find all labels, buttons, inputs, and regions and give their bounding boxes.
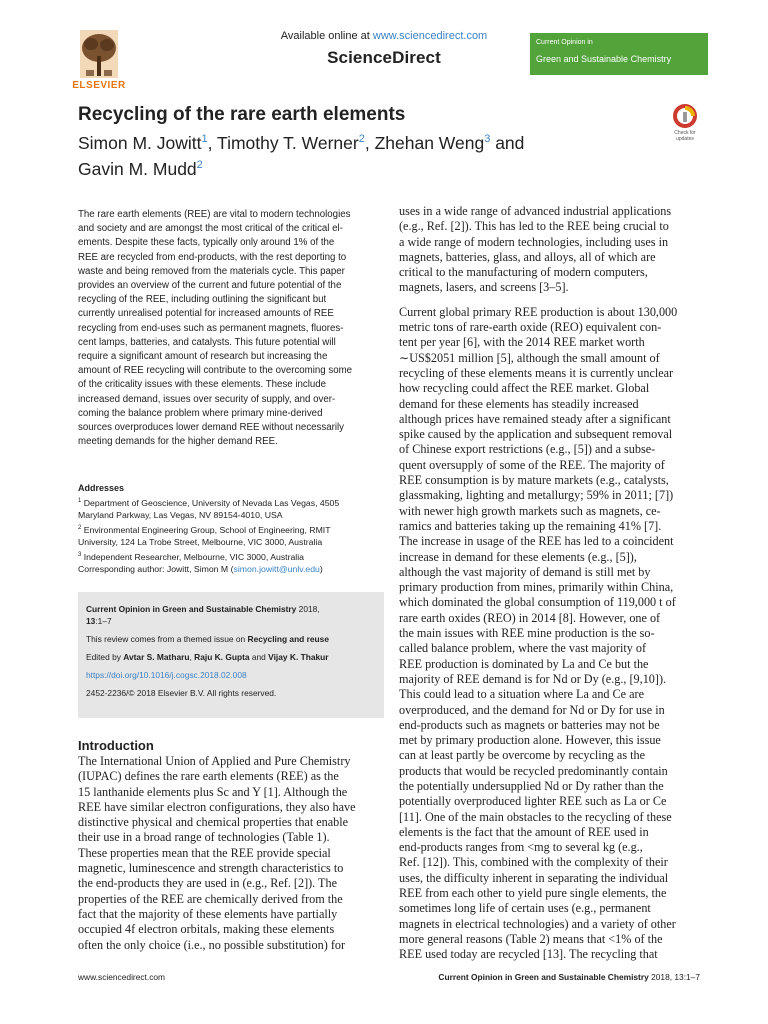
body-line: REE production is dominated by La and Ce but the [399,656,649,671]
body-line: elements is the fact that the amount of REE used in [399,824,649,839]
author-separator: , [207,132,218,153]
body-line: ramics and batteries taking up the remaining 41% [7]. [399,518,662,533]
address-number: 2 [78,524,82,531]
body-line: more general reasons (Table 2) means that <1% of the [399,931,663,946]
intro-line: 15 lanthanide elements plus Sc and Y [1]. Although the [78,784,348,799]
body-line: uses, the difficulty inherent in separating the individual [399,870,669,885]
author-separator: and [490,132,525,153]
body-line: recycling of these elements means it is currently unclear [399,365,674,380]
footer-journal: Current Opinion in Green and Sustainable Chemistry [438,972,649,982]
body-line: with newer high growth markets such as magnets, ce- [399,503,661,518]
abstract-line: provides an overview of the current and future potential of the [78,280,342,292]
abstract-line: increased demand, issues over security of supply, and over- [78,393,336,405]
body-line: Ref. [12]). This, combined with the complexity of their [399,855,668,870]
corresponding-close: ) [319,564,323,574]
intro-line: magnetic, luminescence and strength characteristics to [78,861,344,876]
address-line: Maryland Parkway, Las Vegas, NV 89154-4010, USA [78,510,283,521]
body-line: end-products such as magnets or batteries may not be [399,717,660,732]
body-line: demand for these elements has steadily increased [399,396,639,411]
body-line: glassmaking, lighting and metallurgy; 59% in 2011; [7]) [399,488,674,503]
body-line: spike caused by the application and subsequent removal [399,427,673,442]
article-title: Recycling of the rare earth elements [78,104,406,125]
journal-banner[interactable] [530,33,708,75]
body-line: critical to the manufacturing of modern computers, [399,265,648,280]
svg-text:Check for: Check for [674,130,696,136]
abstract-line: recycling of the REE, including outlining the significant but [78,294,327,306]
body-line: magnets, lasers, and screens [3–5]. [399,280,569,295]
author-name: Zhehan Weng [374,132,485,153]
body-line: uses in a wide range of advanced industrial applications [399,204,672,218]
body-line: although prices have remained steady after a significant [399,411,671,426]
doi-line [86,670,247,680]
check-for-updates-icon[interactable] [668,104,702,142]
body-line: although the vast majority of demand is still met by [399,564,651,579]
author-email-link[interactable]: simon.jowitt@unlv.edu [233,564,320,574]
body-line: overproduced, and the demand for Nd or Dy for use in [399,702,665,717]
infobox-volume: 13 [86,616,96,626]
editor-and: and [249,652,269,662]
available-prefix: Available online at [280,30,370,42]
intro-line: These properties mean that the REE provide special [78,845,331,860]
body-line: called balance problem, where the vast majority of [399,641,647,656]
paragraph [399,305,700,963]
author-name: Timothy T. Werner [217,132,359,153]
abstract-line: REE are recycled from end-products, with the rest deporting to [78,251,347,263]
address-text: Independent Researcher, Melbourne, VIC 3000, Australia [83,551,304,562]
author-name: Gavin M. Mudd [78,158,197,179]
body-line: products that would be recycled predominantly contain [399,763,668,778]
editor-name: Avtar S. Matharu [123,652,190,662]
body-line: tent per year [6], with the 2014 REE market worth [399,335,645,350]
abstract-line: meeting demands for the higher demand REE. [78,436,278,448]
elsevier-wordmark: ELSEVIER [72,80,126,91]
editor-name: Raju K. Gupta [194,652,250,662]
intro-line: (IUPAC) defines the rare earth elements (REE) as the [78,769,339,784]
body-line: magnets in electrical technologies) and a variety of other [399,916,676,931]
abstract-line: amount of REE recycling will contribute to the overcoming some [78,365,353,377]
address-line [78,522,384,536]
author-name: Simon M. Jowitt [78,132,202,153]
footer-site[interactable]: www.sciencedirect.com [78,972,166,982]
body-line: sometimes long life of certain uses (e.g., permanent [399,901,651,916]
journal-banner-prefix: Current Opinion in [536,39,593,46]
introduction-body [78,754,378,953]
corresponding-author [78,564,384,574]
intro-line: distinctive physical and chemical properties that enable [78,815,349,830]
author-separator: , [364,132,375,153]
body-line: a wide range of modern technologies, including uses in [399,234,669,249]
author-affiliation-ref[interactable]: 1 [201,133,208,145]
body-line: metric tons of rare-earth oxide (REO) equivalent con- [399,320,662,335]
body-line: Current global primary REE production is about 130,000 [399,304,678,319]
body-line: The increase in usage of the REE has led to a coincident [399,534,674,549]
address-text: Department of Geoscience, University of Nevada Las Vegas, 4505 [83,497,340,508]
author-affiliation-ref[interactable]: 3 [484,133,491,145]
body-line: end-products ranges from <mg to several kg (e.g., [399,840,643,855]
body-line: increase in demand for these elements (e.g., [5]), [399,549,637,564]
theme-name: Recycling and reuse [247,634,329,644]
abstract-line: sources overproduces lower demand REE without necessarily [78,422,344,434]
abstract-line: of the criticality issues with these elements. These include [78,379,327,391]
editor-name: Vijay K. Thakur [268,652,329,662]
intro-line: often the only choice (i.e., no possible substitution) for [78,937,346,952]
corresponding-label: Corresponding author: Jowitt, Simon M ( [78,564,234,574]
infobox-pages: :1–7 [95,616,112,626]
abstract [78,208,384,449]
body-line: met by primary production alone. However, this issue [399,733,661,748]
abstract-line: cent lamps, batteries, and catalysts. This future potential will [78,336,336,348]
addresses-heading: Addresses [78,483,125,493]
address-text: Environmental Engineering Group, School of Engineering, RMIT [83,524,331,535]
footer-citation [438,972,700,982]
intro-line: the end-products they are used in (e.g., Ref. [2]). The [78,876,338,891]
abstract-line: and society and are amongst the most critical of the critical el- [78,223,343,235]
editors-line: Edited by Avtar S. Matharu, Raju K. Gupta and Vijay K. Thakur [86,652,329,662]
addresses [78,482,384,563]
body-line: quent oversupply of some of the REE. The majority of [399,457,665,472]
body-line: This could lead to a situation where La and Ce are [399,687,645,702]
citation-volume-line [86,616,112,626]
svg-text:updates: updates [676,136,694,142]
abstract-line: waste and being removed from the materials cycle. This paper [78,265,345,277]
theme-prefix: This review comes from a themed issue on [86,634,248,644]
abstract-line: ements. Despite these facts, typically only around 1% of the [78,237,335,249]
body-line: majority of REE demand is for Nd or Dy (e.g., [9,10]). [399,671,667,686]
intro-line: REE have similar electron configurations, they also have [78,799,356,814]
body-line: rare earth oxides (REO) in 2014 [8]. However, one of [399,610,661,625]
body-line: magnets, batteries, glass, and alloys, all of which are [399,249,656,264]
infobox-year: 2018, [298,604,320,614]
sciencedirect-link[interactable]: www.sciencedirect.com [372,30,488,42]
address-line [78,549,384,563]
journal-banner-name: Green and Sustainable Chemistry [536,54,672,64]
body-line: primary production from mines, primarily within China, [399,580,674,595]
abstract-line: The rare earth elements (REE) are vital to modern technologies [78,209,351,220]
body-line: (e.g., Ref. [2]). This has led to the REE being crucial to [399,219,669,234]
author-affiliation-ref[interactable]: 2 [196,158,203,171]
edited-prefix: Edited by [86,652,124,662]
body-line: the main issues with REE mine production is the so- [399,626,655,641]
address-number: 3 [78,551,82,558]
body-line: of Chinese export restrictions (e.g., [5]) and a subse- [399,442,656,457]
footer-volume: 2018, 13:1–7 [651,972,700,982]
address-line [78,495,384,509]
body-line: [11]. One of the main obstacles to the recycling of these [399,809,672,824]
abstract-line: currently unrealised potential for increased amounts of REE [78,308,334,320]
body-line: which dominated the global consumption of 119,000 t of [399,595,676,610]
introduction-heading: Introduction [78,738,154,753]
body-line: REE used today are recycled [13]. The recycling that [399,947,658,962]
abstract-line: require a significant amount of research but increasing the [78,351,328,363]
intro-line: properties of the REE are chemically derived from the [78,891,343,906]
author-affiliation-ref[interactable]: 2 [358,133,365,145]
elsevier-tree-logo-icon [66,26,132,88]
intro-line: The International Union of Applied and Pure Chemistry [78,754,351,768]
body-line: REE from each other to yield pure single elements, the [399,886,667,901]
intro-line: occupied 4f electron orbitals, making these elements [78,922,335,937]
body-line: the potentially undersupplied Nd or Dy rather than the [399,778,664,793]
body-line: potentially overproduced lighter REE such as La or Ce [399,794,667,809]
body-line: ∼US$2051 million [5], although the small amount of [399,350,660,365]
abstract-line: coming the balance problem where primary mine-derived [78,407,323,419]
intro-line: their use in a broad range of technologies (Table 1). [78,830,330,845]
address-line: University, 124 La Trobe Street, Melbourne, VIC 3000, Australia [78,537,323,548]
citation-line [86,604,320,614]
doi-link[interactable]: https://doi.org/10.1016/j.cogsc.2018.02.008 [86,670,247,680]
copyright-line: 2452-2236/© 2018 Elsevier B.V. All rights reserved. [86,688,277,698]
body-line: how recycling could affect the REE market. Global [399,381,650,396]
abstract-line: recycling from end-uses such as permanent magnets, fluores- [78,322,344,334]
theme-line [86,634,329,644]
infobox-journal: Current Opinion in Green and Sustainable Chemistry [86,604,297,614]
address-number: 1 [78,497,82,504]
intro-line: fact that the majority of these elements have partially [78,906,338,921]
article-info-box [78,592,384,718]
right-column-body [399,204,700,963]
sciencedirect-brand: ScienceDirect [327,48,441,67]
body-line: REE consumption is by mature markets (e.g., catalysts, [399,473,669,488]
body-line: can at least partly be overcome by recycling as the [399,748,646,763]
author-list [78,128,598,180]
paragraph [399,204,700,296]
